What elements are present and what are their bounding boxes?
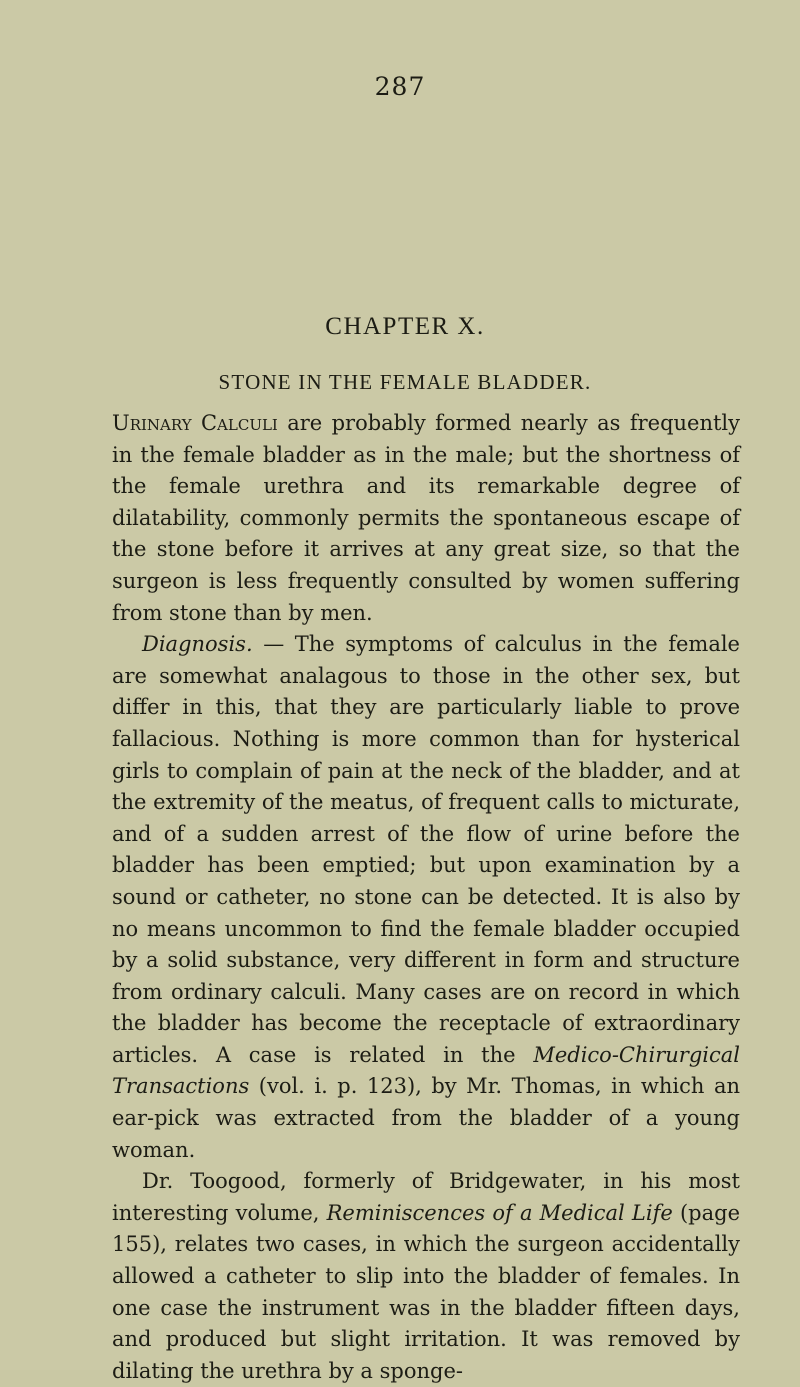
- chapter-title: CHAPTER X.: [325, 313, 485, 340]
- diagnosis-heading: Diagnosis.: [142, 632, 253, 657]
- paragraph-1-text: are probably formed nearly as frequently in the female bladder as in the male; but the shortness of the female urethra and its remarkable degree of dilatability, commonly permits the spontaneous escape of the stone before it arrives at any great size, so that the surgeon is less frequently consulted by women suffering from stone than by men.: [112, 411, 741, 625]
- opening-words: Urinary Calculi: [112, 411, 278, 435]
- page-number: 287: [374, 72, 426, 101]
- paragraph-3-text-a: Dr. Toogood, formerly of Bridgewater, in his most interesting volume,: [112, 1169, 740, 1225]
- paragraph-2-text-b: (vol. i. p. 123), by Mr. Thomas, in which an ear-pick was extracted from the bladder of a young woman.: [112, 1074, 740, 1162]
- paragraph-3-text-b: (page 155), relates two cases, in which the surgeon accidentally allowed a catheter to slip into the bladder of females. In one case the instrument was in the bladder fifteen days, and produced but slight irritation. It was removed by dilating the urethra by a sponge-: [112, 1200, 741, 1383]
- paragraph-1: [112, 408, 740, 629]
- section-title: STONE IN THE FEMALE BLADDER.: [218, 370, 592, 394]
- em-dash: —: [252, 632, 295, 657]
- book-title: Reminiscences of a Medical Life: [326, 1200, 673, 1225]
- body-text: [112, 408, 740, 1387]
- paragraph-2-text-a: The symptoms of calculus in the female are somewhat analagous to those in the other sex, but differ in this, that they are particularly liable to prove fallacious. Nothing is more common than for hysterical girls to complain of pain at the neck of the bladder, and at the extremity of the meatus, of frequent calls to micturate, and of a sudden arrest of the flow of urine before the bladder has been emptied; but upon examination by a sound or catheter, no stone can be detected. It is also by no means uncommon to find the female bladder occupied by a solid substance, very different in form and structure from ordinary calculi. Many cases are on record in which the bladder has become the receptacle of extraordinary articles. A case is related in the: [112, 632, 740, 1067]
- paragraph-3: [112, 1166, 740, 1387]
- journal-title: Medico-Chirurgical Transactions: [112, 1042, 740, 1099]
- paragraph-2: [112, 629, 740, 1166]
